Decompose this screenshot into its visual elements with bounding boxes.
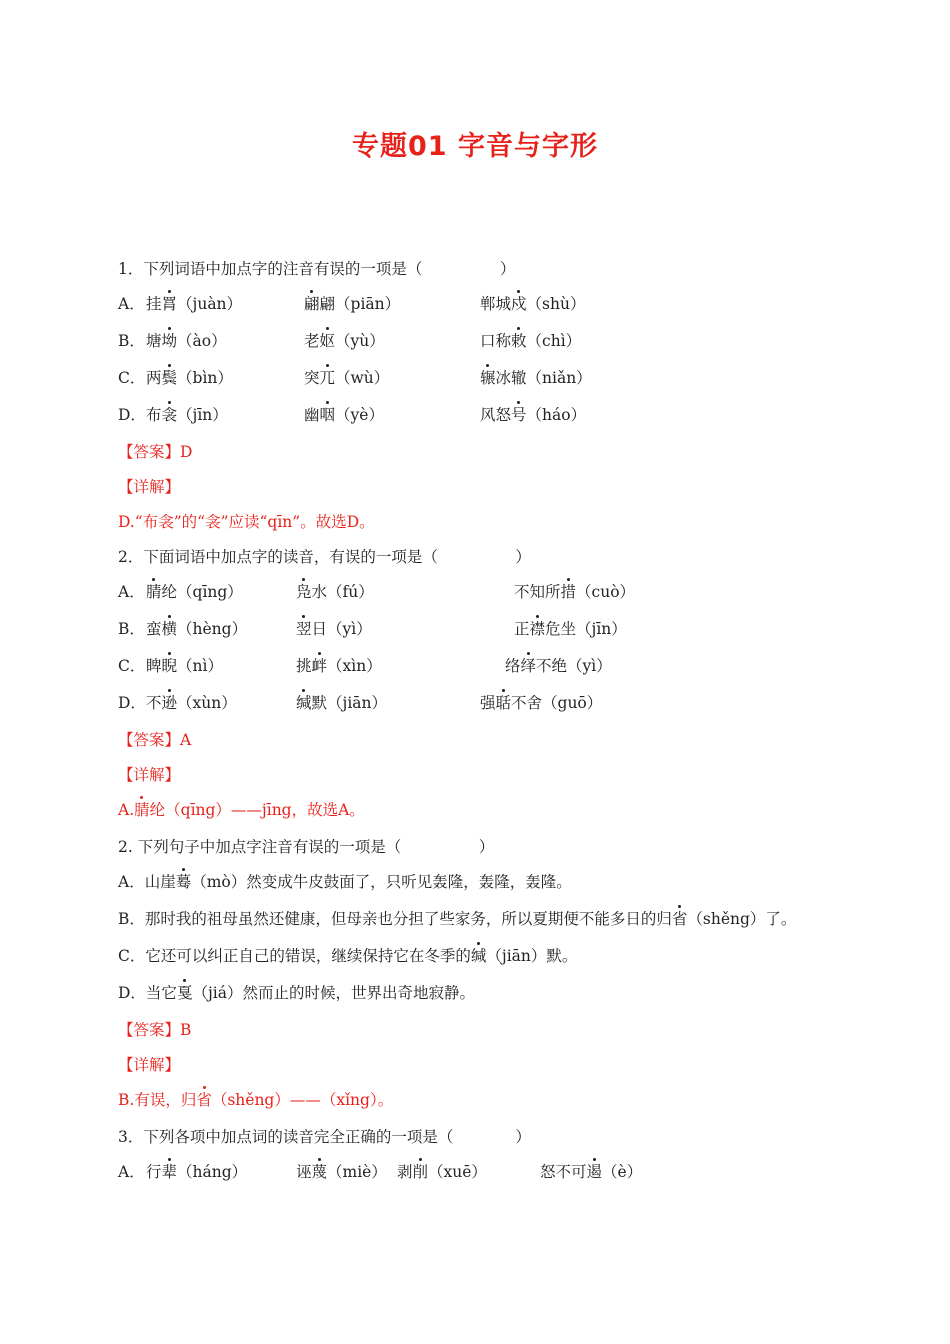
dotted-char: 遏 (586, 1163, 603, 1181)
q2-explain-label: 【详解】 (118, 766, 181, 784)
q1-option-item: 两鬓（bìn） (146, 369, 233, 387)
q2-option-label: D． (118, 694, 146, 712)
dotted-char: 蔑 (311, 1163, 328, 1181)
dotted-char: 辗 (480, 369, 496, 387)
q1-stem: 1．下列词语中加点字的注音有误的一项是（ ） (118, 260, 516, 278)
q2-option-item: 挑衅（xìn） (296, 657, 382, 675)
q1-option-item: 郸城戍（shù） (480, 295, 586, 313)
q2-option-item: 凫水（fú） (296, 583, 374, 601)
q1-option-label: C． (118, 369, 146, 387)
q2-option-item: 强聒不舍（guō） (480, 694, 603, 712)
dotted-char: 蓦 (175, 873, 192, 891)
dotted-char: 翌 (296, 620, 312, 638)
dotted-char: 聒 (495, 694, 512, 712)
q4-option-item: 行辈（háng） (146, 1163, 248, 1181)
q2-option-item: 蛮横（hèng） (146, 620, 248, 638)
q4-option-item: 怒不可遏（è） (540, 1163, 643, 1181)
q3-option-a: A．山崖蓦（mò）然变成牛皮鼓面了，只听见轰隆，轰隆，轰隆。 (118, 873, 572, 891)
q1-option-item: 辗冰辙（niǎn） (480, 369, 592, 387)
dotted-char: 缄 (296, 694, 312, 712)
q2-option-item: 腈纶（qīng） (146, 583, 243, 601)
q2-option-label: A． (118, 583, 145, 601)
q4-option-item: 诬蔑（miè） (296, 1163, 387, 1181)
q1-explain-label: 【详解】 (118, 478, 181, 496)
q1-option-item: 口称敕（chì） (480, 332, 582, 350)
q1-option-label: A． (118, 295, 145, 313)
dotted-char: 戍 (511, 295, 527, 313)
q1-option-item: 突兀（wù） (304, 369, 390, 387)
q2-explain: A.腈纶（qīng）——jīng，故选A。 (118, 801, 365, 819)
q2-option-label: B． (118, 620, 145, 638)
q2-option-item: 缄默（jiān） (296, 694, 388, 712)
q2-stem: 2．下面词语中加点字的读音，有误的一项是（ ） (118, 548, 531, 566)
q1-option-item: 风怒号（háo） (480, 406, 587, 424)
q1-option-item: 塘坳（ào） (146, 332, 227, 350)
q4-option-item: 剥削（xuē） (397, 1163, 487, 1181)
q1-option-label: D． (118, 406, 146, 424)
dotted-char: 睨 (161, 657, 178, 675)
q1-option-item: 老妪（yù） (304, 332, 385, 350)
q1-option-item: 翩翩（piān） (304, 295, 401, 313)
dotted-char: 兀 (319, 369, 336, 387)
dotted-char: 衾 (161, 406, 178, 424)
q3-option-d: D．当它戛（jiá）然而止的时候，世界出奇地寂静。 (118, 984, 475, 1002)
dotted-char: 号 (511, 406, 527, 424)
dotted-char: 衅 (311, 657, 328, 675)
q3-option-c: C．它还可以纠正自己的错误，继续保持它在冬季的缄（jiān）默。 (118, 947, 578, 965)
dotted-char: 省 (671, 910, 688, 928)
q3-explain: B.有误，归省（shěng）——（xǐng）。 (118, 1091, 394, 1109)
q3-explain-label: 【详解】 (118, 1056, 181, 1074)
dotted-char: 翩 (304, 295, 320, 313)
q3-answer: 【答案】B (118, 1021, 192, 1039)
dotted-char: 妪 (319, 332, 336, 350)
q2-option-item: 不逊（xùn） (146, 694, 237, 712)
dotted-char: 腈 (134, 801, 150, 819)
q3-stem: 2. 下列句子中加点字注音有误的一项是（ ） (118, 838, 495, 856)
q2-option-label: C． (118, 657, 146, 675)
q4-option-label: A． (118, 1163, 145, 1181)
q1-explain: D.“布衾”的“衾”应读“qīn”。故选D。 (118, 513, 375, 531)
dotted-char: 缄 (470, 947, 487, 965)
dotted-char: 措 (560, 583, 577, 601)
dotted-char: 逊 (161, 694, 178, 712)
q1-option-item: 布衾（jīn） (146, 406, 228, 424)
dotted-char: 罥 (161, 295, 178, 313)
dotted-char: 腈 (146, 583, 162, 601)
q2-option-item: 翌日（yì） (296, 620, 372, 638)
dotted-char: 咽 (319, 406, 336, 424)
q1-option-item: 挂罥（juàn） (146, 295, 243, 313)
q2-answer: 【答案】A (118, 731, 192, 749)
dotted-char: 坳 (161, 332, 178, 350)
page-title: 专题01 字音与字形 (352, 131, 598, 162)
dotted-char: 戛 (176, 984, 193, 1002)
dotted-char: 绎 (520, 657, 537, 675)
q3-option-b: B．那时我的祖母虽然还健康，但母亲也分担了些家务，所以夏期便不能多日的归省（shěng）了。 (118, 910, 797, 928)
q2-option-item: 不知所措（cuò） (514, 583, 636, 601)
dotted-char: 辈 (161, 1163, 178, 1181)
q2-option-item: 正襟危坐（jīn） (514, 620, 627, 638)
q2-option-item: 络绎不绝（yì） (505, 657, 612, 675)
dotted-char: 削 (412, 1163, 429, 1181)
dotted-char: 敕 (511, 332, 527, 350)
dotted-char: 鬓 (161, 369, 178, 387)
q2-option-item: 睥睨（nì） (146, 657, 223, 675)
q1-option-item: 幽咽（yè） (304, 406, 384, 424)
dotted-char: 横 (161, 620, 178, 638)
dotted-char: 省 (196, 1091, 212, 1109)
q1-answer: 【答案】D (118, 443, 193, 461)
dotted-char: 襟 (529, 620, 546, 638)
dotted-char: 凫 (296, 583, 312, 601)
q4-stem: 3．下列各项中加点词的读音完全正确的一项是（ ） (118, 1128, 531, 1146)
q1-option-label: B． (118, 332, 145, 350)
